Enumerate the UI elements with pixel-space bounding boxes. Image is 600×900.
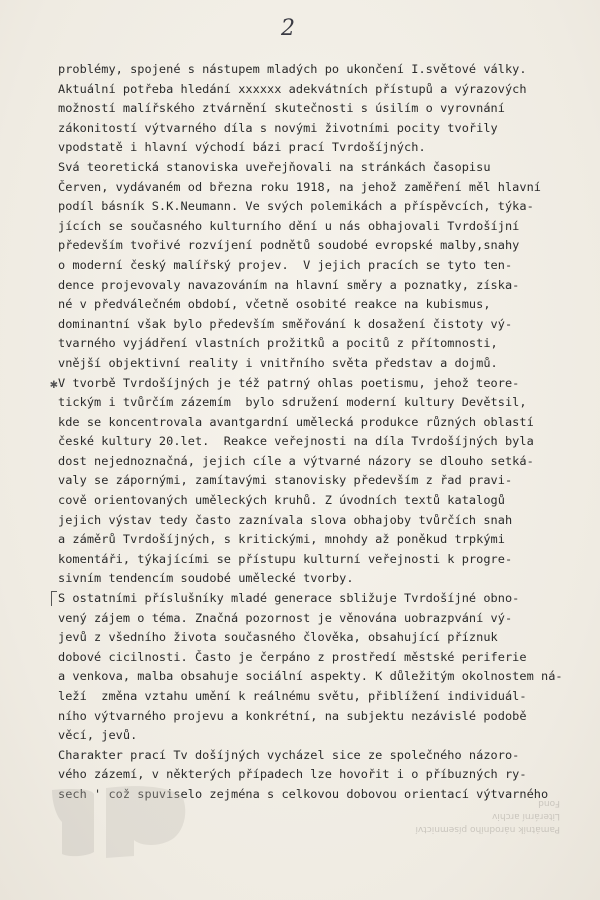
text-line: Červen, vydávaném od března roku 1918, na jehož zaměření měl hlavní	[58, 179, 541, 194]
text-line: zákonitostí výtvarného díla s novými životními pocity tvořily	[58, 120, 498, 135]
text-line: věcí, jevů.	[58, 728, 138, 743]
text-line: vpodstatě i hlavní východí bázi prací Tvrdošíjných.	[58, 140, 426, 155]
text-line: vého zázemí, v některých případech lze hovořit i o příbuzných ry-	[58, 767, 527, 782]
text-line: vený zájem o téma. Značná pozornost je věnována uobrazpvání vý-	[58, 610, 513, 625]
text-line: S ostatními příslušníky mladé generace sbližuje Tvrdošíjné obno-	[58, 591, 520, 606]
text-line: podíl básník S.K.Neumann. Ve svých polemikách a příspěvcích, týka-	[58, 199, 534, 214]
text-line: tvarného vyjádření vlastních prožitků a pocitů z přítomnosti,	[58, 336, 498, 351]
margin-bracket-mark	[51, 591, 57, 606]
text-line: vnější objektivní reality i vnitřního světa představ a dojmů.	[58, 355, 498, 370]
margin-asterisk-mark: ✱	[50, 377, 58, 392]
text-line: sivním tendencím soudobé umělecké tvorby.	[58, 571, 354, 586]
text-line: jevů z všedního života současného člověka, obsahující příznuk	[58, 630, 498, 645]
text-line: leží změna vztahu umění k reálnému světu, přiblížení individuál-	[58, 689, 527, 703]
text-line: možností malířského ztvárnění skutečnosti s úsilím o vyrovnání	[58, 101, 505, 116]
text-line: o moderní český malířský projev. V jejich pracích se tyto ten-	[58, 257, 513, 272]
text-line: problémy, spojené s nástupem mladých po ukončení I.světové války.	[58, 62, 527, 76]
text-line: Svá teoretická stanoviska uveřejňovali na stránkách časopisu	[58, 159, 491, 174]
text-line: a venkova, malba obsahuje sociální aspekty. K důležitým okolnostem ná-	[58, 669, 563, 684]
text-line: ního výtvarného projevu a konkrétní, na subjektu nezávislé podobě	[58, 708, 527, 723]
text-line: Charakter prací Tv došíjných vycházel sice ze společného názoro-	[58, 747, 520, 762]
text-line: především tvořivé rozvíjení podnětů soudobé evropské malby,snahy	[58, 238, 520, 253]
text-line: jejich výstav tedy často zaznívala slova obhajoby tvůrčích snah	[58, 512, 513, 527]
page-number: 2	[281, 16, 295, 41]
stamp-line: Památník národního písemnictví	[415, 824, 560, 834]
text-line: jících se současného kulturního dění u nás obhajovali Tvrdošíjní	[58, 218, 520, 233]
text-line: valy se zápornými, zamítavými stanovisky především z řad pravi-	[58, 473, 513, 488]
text-line: tickým i tvůrčím zázemím bylo sdružení moderní kultury Devětsil,	[58, 395, 527, 410]
text-line: dobové cicilnosti. Často je čerpáno z prostředí městské periferie	[58, 649, 527, 664]
text-line: V tvorbě Tvrdošíjných je též patrný ohlas poetismu, jehož teore-	[58, 375, 520, 390]
archive-stamp-logo	[48, 782, 190, 862]
text-line: dence projevovaly navazováním na hlavní směry a poznatky, získa-	[58, 277, 520, 292]
text-line: né v předválečném období, včetně osobité reakce na kubismus,	[58, 297, 491, 312]
text-line: komentáři, týkajícími se přístupu kulturní veřejnosti k progre-	[58, 551, 513, 566]
text-line: sech ' což spuviselo zejména s celkovou dobovou orientací výtvarného	[58, 786, 549, 801]
text-line: dominantní však bylo především směřování k dosažení čistoty vý-	[58, 316, 513, 331]
text-line: Aktuální potřeba hledání xxxxxx adekvátních přístupů a výrazových	[58, 81, 527, 96]
text-line: kde se koncentrovala avantgardní umělecká produkce různých oblastí	[58, 414, 534, 429]
text-line: a záměrů Tvrdošíjných, s kritickými, mnohdy až poněkud trpkými	[58, 532, 505, 547]
stamp-line: Fond	[538, 798, 560, 808]
archive-stamp-text	[360, 796, 560, 835]
typewritten-text-body	[58, 60, 598, 805]
text-line: dost nejednoznačná, jejich cíle a výtvarné názory se dlouho setká-	[58, 453, 534, 468]
text-line: české kultury 20.let. Reakce veřejnosti na díla Tvrdošíjných byla	[58, 434, 534, 449]
text-line: cově orientovaných uměleckých kruhů. Z úvodních textů katalogů	[58, 493, 505, 508]
stamp-line: Literární archiv	[492, 811, 560, 821]
